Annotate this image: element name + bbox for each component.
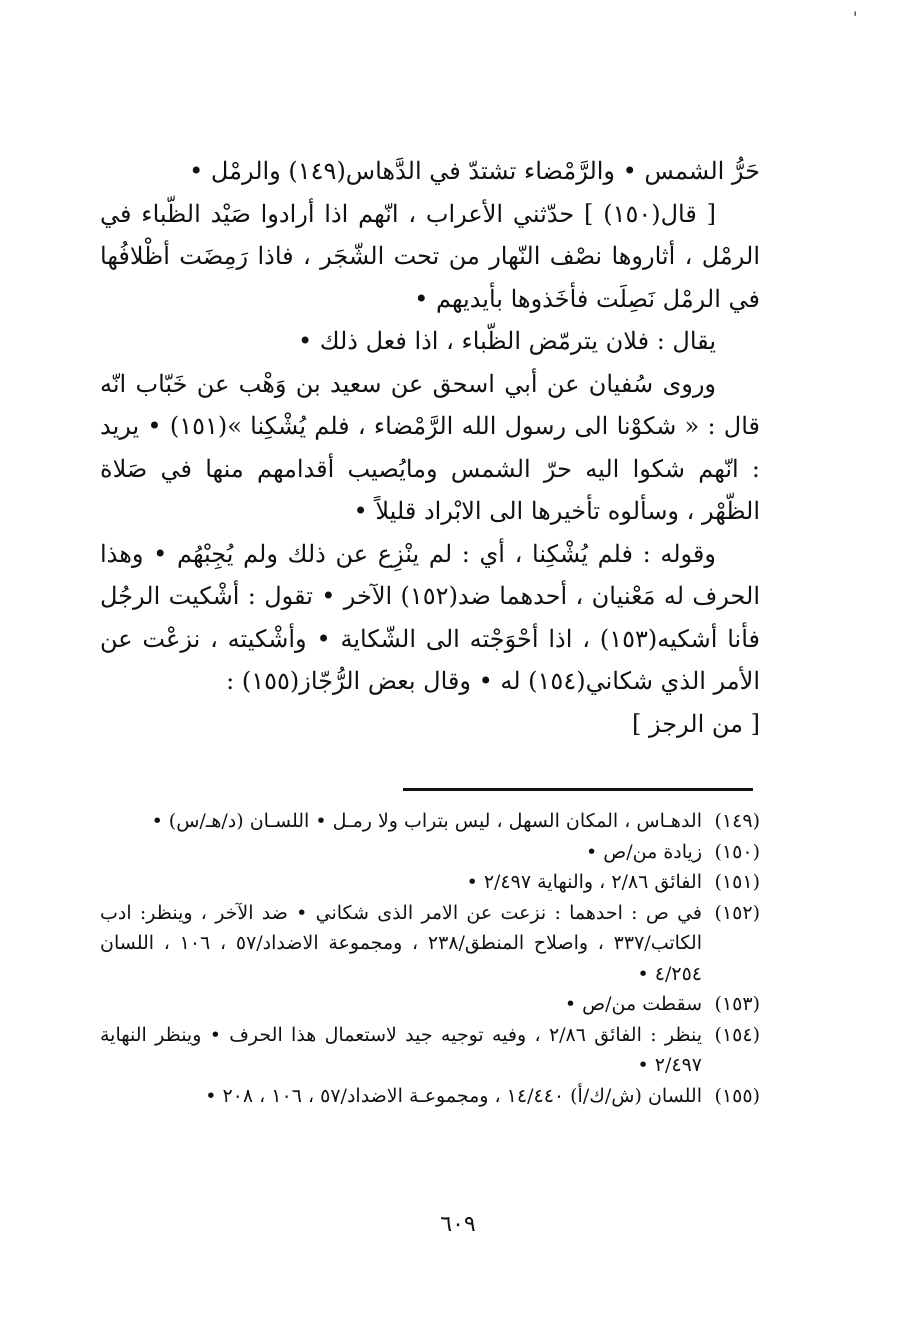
footnote-154 <box>100 1020 760 1081</box>
footnote-number: (١٥٠) <box>714 840 760 863</box>
paragraph-5: وقوله : فلم يُشْكِنا ، أي : لم ينْزِع عن ذلك ولم يُجِبْهُم • وهذا الحرف له مَعْنيان ، أحدهما ضد(١٥٢) الآخر • تقول : أشْكيت الرجُل فأنا أشكيه(١٥٣) ، اذا أحْوَجْته الى الشّكاية • وأشْكيته ، نزعْت عن الأمر الذي شكاني(١٥٤) له • وقال بعض الرُّجّاز(١٥٥) : <box>100 539 761 695</box>
paragraph-2: [ قال(١٥٠) ] حدّثني الأعراب ، انّهم اذا أرادوا صَيْد الظّباء في الرمْل ، أثاروها نصْف النّهار من تحت الشّجَر ، فاذا رَمِضَت أظْلافُها في الرمْل نَصِلَت فأخَذوها بأيديهم • <box>100 199 760 313</box>
footnote-text: الفائق ٢/٨٦ ، والنهاية ٢/٤٩٧ • <box>466 871 702 893</box>
footnote-text: ينظر : الفائق ٢/٨٦ ، وفيه توجيه جيد لاستعمال هذا الحرف • وينظر النهاية ٢/٤٩٧ • <box>100 1023 702 1076</box>
footnote-153 <box>100 989 760 1020</box>
footnote-text: سقطت من/ص • <box>564 993 702 1015</box>
footnote-155 <box>100 1081 760 1112</box>
meter-label: [ من الرجز ] <box>631 709 760 738</box>
paragraph-1: حَرُّ الشمس • والرَّمْضاء تشتدّ في الدَّهاس(١٤٩) والرمْل • <box>189 157 760 185</box>
footnote-152 <box>100 898 760 990</box>
footnote-150 <box>100 837 760 868</box>
main-text <box>100 150 760 745</box>
footnote-149 <box>100 806 760 837</box>
page-number: ٦٠٩ <box>440 1212 476 1237</box>
paragraph-3: يقال : فلان يترمّض الظّباء ، اذا فعل ذلك • <box>297 327 716 355</box>
footnote-divider <box>403 788 753 791</box>
footnotes <box>100 806 760 1111</box>
footnote-text: في ص : احدهما : نزعت عن الامر الذى شكاني • ضد الآخر ، وينظر: ادب الكاتب/٣٣٧ ، واصلاح المنطق/٢٣٨ ، ومجموعة الاضداد/٥٧ ، ١٠٦ ، اللسان ٤/٢٥٤ • <box>100 901 702 985</box>
footnote-number: (١٥١) <box>714 871 760 893</box>
footnote-151 <box>100 867 760 898</box>
footnote-number: (١٥٤) <box>714 1023 760 1046</box>
footnote-number: (١٥٥) <box>714 1084 760 1107</box>
paragraph-4: وروى سُفيان عن أبي اسحق عن سعيد بن وَهْب عن خَبّاب انّه قال : « شكوْنا الى رسول الله الرَّمْضاء ، فلم يُشْكِنا »(١٥١) • يريد : انّهم شكوا اليه حرّ الشمس ومايُصيب أقدامهم منها في صَلاة الظّهْر ، وسألوه تأخيرها الى الابْراد قليلاً • <box>100 369 761 525</box>
footnote-number: (١٥٣) <box>714 993 760 1015</box>
corner-mark: ' <box>853 8 858 27</box>
footnote-text: اللسان (ش/ك/أ) ١٤/٤٤٠ ، ومجموعـة الاضداد/٥٧ ، ١٠٦ ، ٢٠٨ • <box>205 1084 702 1107</box>
footnote-number: (١٥٢) <box>714 901 760 924</box>
footnote-number: (١٤٩) <box>714 810 760 832</box>
footnote-text: زيادة من/ص • <box>586 840 702 863</box>
footnote-text: الدهـاس ، المكان السهل ، ليس بتراب ولا رمـل • اللسـان (د/هـ/س) • <box>151 810 702 832</box>
